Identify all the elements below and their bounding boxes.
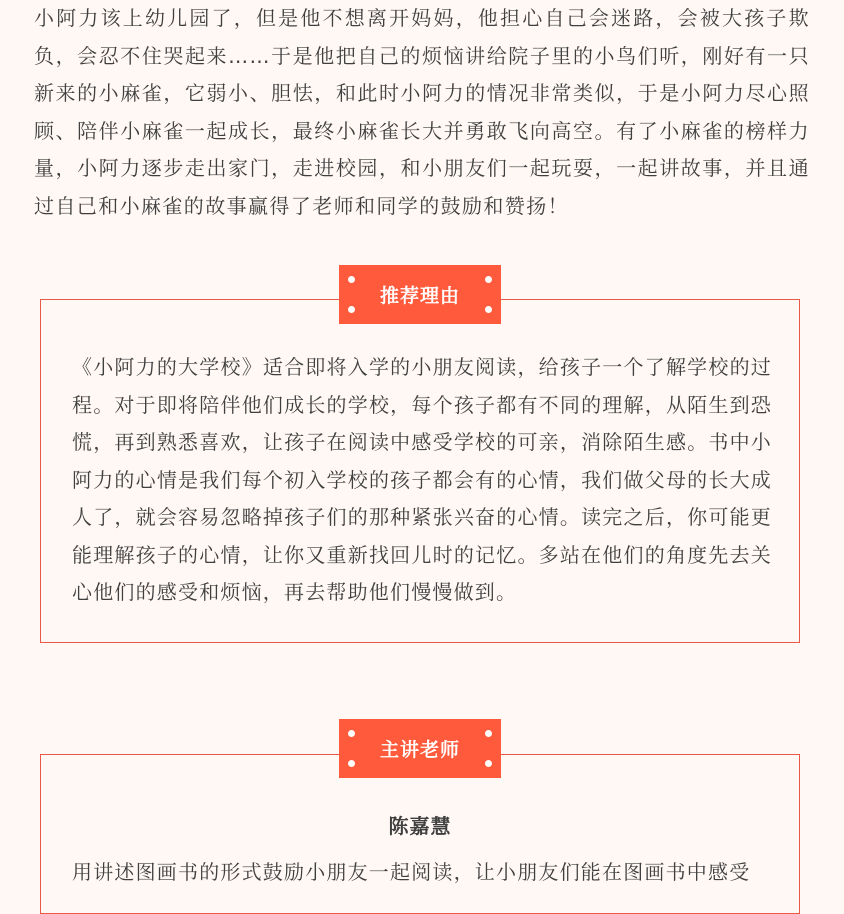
recommend-reason-title: 推荐理由 — [379, 285, 460, 307]
teacher-title: 主讲老师 — [379, 739, 460, 761]
badge-dot-icon — [348, 276, 355, 283]
badge-dot-icon — [485, 306, 492, 313]
recommend-reason-badge — [339, 265, 501, 324]
badge-dot-icon — [485, 760, 492, 767]
badge-dot-icon — [348, 306, 355, 313]
recommend-reason-text: 《小阿力的大学校》适合即将入学的小朋友阅读，给孩子一个了解学校的过程。对于即将陪伴他们成长的学校，每个孩子都有不同的理解，从陌生到恐慌，再到熟悉喜欢，让孩子在阅读中感受学校的可亲，消除陌生感。书中小阿力的心情是我们每个初入学校的孩子都会有的心情，我们做父母的长大成人了，就会容易忽略掉孩子们的那种紧张兴奋的心情。读完之后，你可能更能理解孩子的心情，让你又重新找回儿时的记忆。多站在他们的角度先去关心他们的感受和烦恼，再去帮助他们慢慢做到。 — [72, 355, 772, 604]
teacher-intro-text: 用讲述图画书的形式鼓励小朋友一起阅读，让小朋友们能在图画书中感受 — [72, 860, 751, 884]
badge-dot-icon — [348, 730, 355, 737]
teacher-name: 陈嘉慧 — [388, 814, 452, 838]
intro-paragraph: 小阿力该上幼儿园了，但是他不想离开妈妈，他担心自己会迷路，会被大孩子欺负，会忍不住哭起来……于是他把自己的烦恼讲给院子里的小鸟们听，刚好有一只新来的小麻雀，它弱小、胆怯，和此时小阿力的情况非常类似，于是小阿力尽心照顾、陪伴小麻雀一起成长，最终小麻雀长大并勇敢飞向高空。有了小麻雀的榜样力量，小阿力逐步走出家门，走进校园，和小朋友们一起玩耍，一起讲故事，并且通过自己和小麻雀的故事赢得了老师和同学的鼓励和赞扬！ — [34, 6, 810, 218]
badge-dot-icon — [348, 760, 355, 767]
badge-dot-icon — [485, 276, 492, 283]
teacher-badge — [339, 719, 501, 778]
badge-dot-icon — [485, 730, 492, 737]
